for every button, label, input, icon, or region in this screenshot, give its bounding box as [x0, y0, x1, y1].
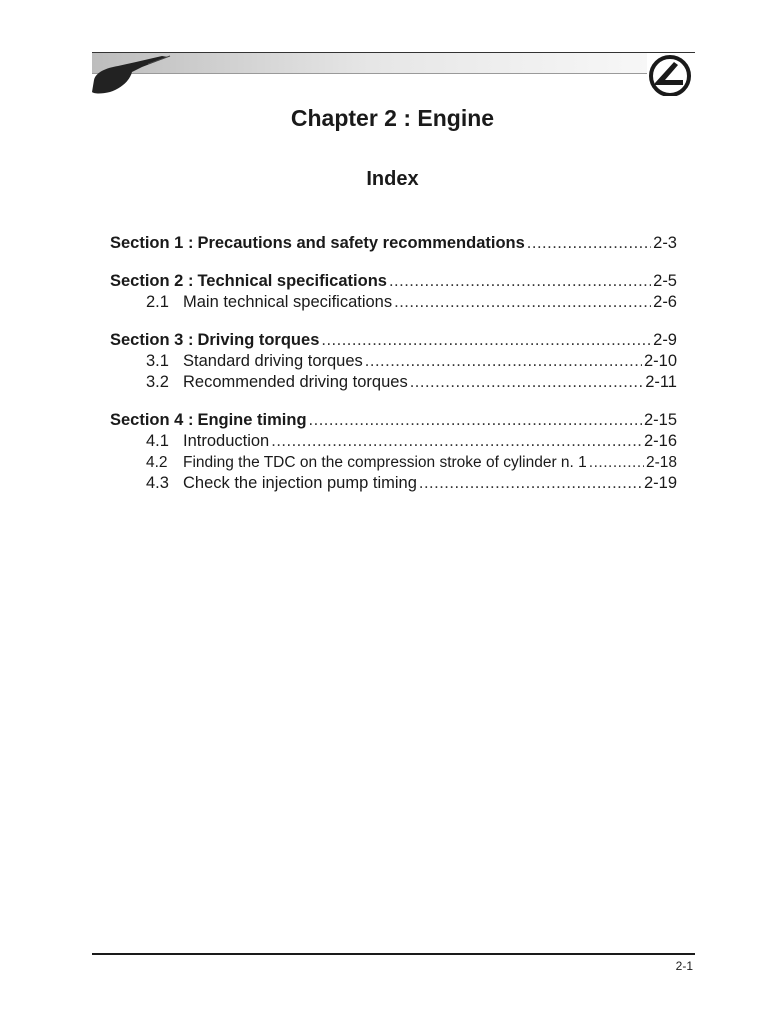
section-title: Driving torques	[197, 331, 320, 349]
page-number: 2-6	[653, 293, 677, 311]
toc-section-4[interactable]	[110, 410, 677, 431]
page-number: 2-11	[645, 373, 677, 391]
toc-item-2-1[interactable]	[110, 292, 677, 313]
toc-section-1[interactable]	[110, 233, 677, 254]
section-label: Section 2 :	[110, 272, 194, 290]
dot-leader	[389, 271, 651, 292]
item-number: 4.1	[146, 432, 169, 450]
page-number: 2-9	[653, 331, 677, 349]
item-number: 2.1	[146, 293, 169, 311]
dot-leader	[527, 233, 651, 254]
page-number: 2-5	[653, 272, 677, 290]
footer-page-number: 2-1	[675, 959, 693, 973]
section-label: Section 4 :	[110, 411, 194, 429]
chapter-title: Chapter 2 : Engine	[290, 105, 495, 131]
section-title: Technical specifications	[197, 272, 387, 290]
dot-leader	[321, 330, 651, 351]
dot-leader	[365, 351, 642, 372]
item-title: Recommended driving torques	[183, 373, 408, 391]
item-title: Main technical specifications	[183, 293, 393, 311]
page-number: 2-18	[645, 454, 677, 471]
item-title: Check the injection pump timing	[183, 474, 417, 492]
section-label: Section 3 :	[110, 331, 194, 349]
item-number: 3.2	[146, 373, 169, 391]
toc-item-4-3[interactable]	[110, 473, 677, 494]
section-label: Section 1 :	[110, 234, 194, 252]
page-number: 2-10	[643, 352, 677, 370]
brand-logo-icon	[651, 57, 689, 95]
toc-section-2[interactable]	[110, 271, 677, 292]
item-number: 4.3	[146, 474, 169, 492]
dot-leader	[410, 372, 643, 393]
index-title: Index	[366, 168, 419, 190]
header-band	[92, 52, 695, 96]
page-number: 2-15	[643, 411, 677, 429]
toc-item-4-1[interactable]	[110, 431, 677, 452]
table-of-contents	[110, 233, 677, 494]
section-title: Precautions and safety recommendations	[197, 234, 525, 252]
dot-leader	[394, 292, 651, 313]
item-title: Finding the TDC on the compression stroke of cylinder n. 1	[183, 454, 587, 471]
dot-leader	[309, 410, 642, 431]
dot-leader	[589, 452, 644, 473]
section-title: Engine timing	[197, 411, 307, 429]
item-number: 4.2	[146, 454, 168, 471]
toc-item-3-1[interactable]	[110, 351, 677, 372]
dot-leader	[419, 473, 642, 494]
page-number: 2-19	[643, 474, 677, 492]
item-title: Introduction	[183, 432, 270, 450]
page-number: 2-3	[653, 234, 677, 252]
page-number: 2-16	[643, 432, 677, 450]
item-title: Standard driving torques	[183, 352, 363, 370]
toc-item-3-2[interactable]	[110, 372, 677, 393]
toc-section-3[interactable]	[110, 330, 677, 351]
dot-leader	[271, 431, 642, 452]
toc-item-4-2[interactable]	[110, 452, 677, 473]
footer-rule	[92, 953, 695, 955]
item-number: 3.1	[146, 352, 169, 370]
